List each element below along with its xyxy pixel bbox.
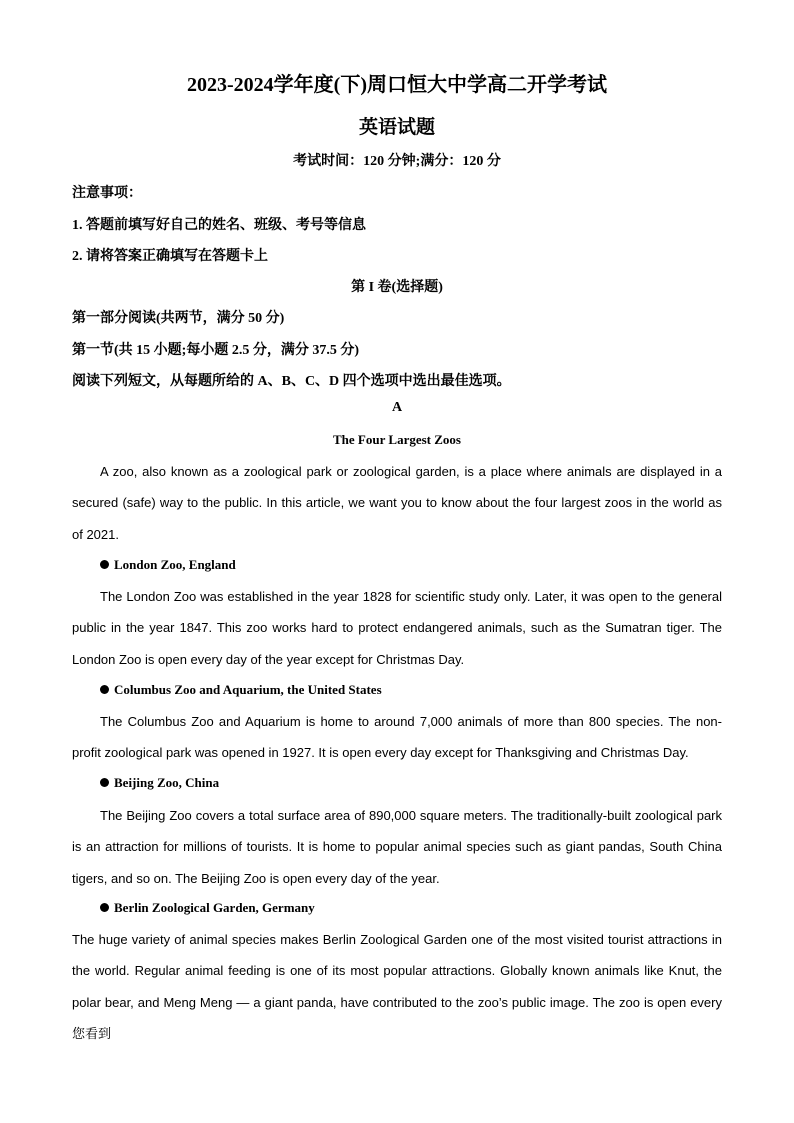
zoo-heading-beijing bbox=[100, 775, 219, 791]
zoo-paragraph-columbus bbox=[72, 706, 722, 769]
zoo-heading-berlin bbox=[100, 900, 315, 916]
passage-intro bbox=[72, 456, 722, 550]
zoo-text-london: The London Zoo was established in the year 1828 for scientific study only. Later, it was open to the general public in the year 1847. This zoo works hard to protect endangered animals, such as the Sumatran tiger. The London Zoo is open every day of the year except for Christmas Day. bbox=[72, 589, 722, 667]
notes-heading: 注意事项： bbox=[72, 186, 142, 201]
zoo-text-columbus: The Columbus Zoo and Aquarium is home to around 7,000 animals of more than 800 species. The non-profit zoological park was opened in 1927. It is open every day except for Thanksgiving and Christmas Day. bbox=[72, 714, 722, 761]
passage-intro-text: A zoo, also known as a zoological park or zoological garden, is a place where animals are displayed in a secured (safe) way to the public. In this article, we want you to know about the four largest zoos in the world as of 2021. bbox=[72, 464, 722, 542]
zoo-name-beijing: Beijing Zoo, China bbox=[114, 775, 220, 790]
part-one-heading: 第一部分阅读(共两节，满分 50 分) bbox=[72, 311, 285, 326]
zoo-text-berlin-tail: 您看到 bbox=[72, 1026, 112, 1042]
notes-item-2: 2. 请将答案正确填写在答题卡上 bbox=[72, 249, 268, 264]
bullet-icon bbox=[100, 685, 109, 694]
exam-subject: 英语试题 bbox=[358, 117, 435, 138]
zoo-name-london: London Zoo, England bbox=[114, 557, 236, 572]
zoo-name-columbus: Columbus Zoo and Aquarium, the United States bbox=[114, 682, 382, 697]
passage-letter: A bbox=[391, 400, 403, 415]
bullet-icon bbox=[100, 778, 109, 787]
volume-heading: 第 I 卷(选择题) bbox=[351, 280, 443, 295]
bullet-icon bbox=[100, 560, 109, 569]
zoo-text-beijing: The Beijing Zoo covers a total surface area of 890,000 square meters. The traditionally-built zoological park is an attraction for millions of tourists. It is home to popular animal species such as giant pandas, South China tigers, and so on. The Beijing Zoo is open every day of the year. bbox=[72, 808, 722, 886]
exam-title: 2023-2024学年度(下)周口恒大中学高二开学考试 bbox=[187, 74, 607, 96]
exam-info: 考试时间：120 分钟;满分：120 分 bbox=[293, 154, 501, 169]
zoo-paragraph-berlin bbox=[72, 924, 722, 1050]
zoo-heading-columbus bbox=[100, 682, 382, 698]
zoo-name-berlin: Berlin Zoological Garden, Germany bbox=[114, 900, 315, 915]
section-one-heading: 第一节(共 15 小题;每小题 2.5 分，满分 37.5 分) bbox=[72, 343, 359, 358]
notes-item-1: 1. 答题前填写好自己的姓名、班级、考号等信息 bbox=[72, 218, 366, 233]
reading-instruction: 阅读下列短文，从每题所给的 A、B、C、D 四个选项中选出最佳选项。 bbox=[72, 374, 511, 389]
zoo-heading-london bbox=[100, 557, 236, 573]
zoo-paragraph-london bbox=[72, 581, 722, 675]
zoo-text-berlin: The huge variety of animal species makes Berlin Zoological Garden one of the most visited tourist attractions in the world. Regular animal feeding is one of its most popular attractions. Globally known animals like Knut, the polar bear, and Meng Meng — a giant panda, have contributed to the zoo’s public image. The zoo is open every bbox=[72, 932, 722, 1010]
bullet-icon bbox=[100, 903, 109, 912]
zoo-paragraph-beijing bbox=[72, 800, 722, 894]
passage-title: The Four Largest Zoos bbox=[333, 432, 461, 447]
